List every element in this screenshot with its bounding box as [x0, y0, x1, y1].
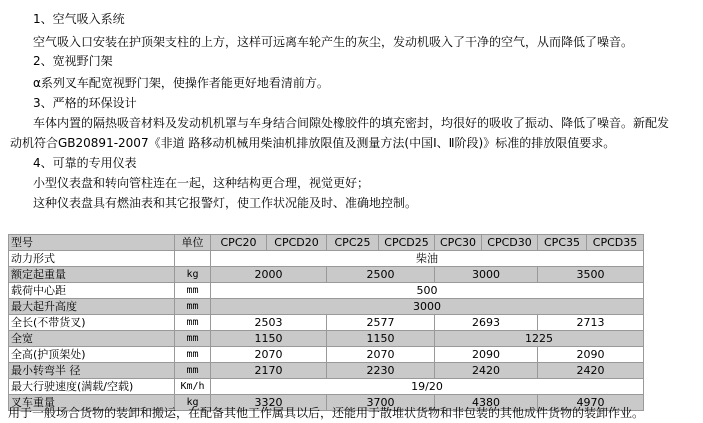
row-value: 3500 [538, 267, 644, 283]
row-unit: mm [175, 283, 211, 299]
row-value: 3320 [211, 395, 327, 411]
spec-table [8, 234, 644, 411]
row-value: 柴油 [211, 251, 644, 267]
table-row [9, 315, 644, 331]
header-unit-label: 单位 [175, 235, 211, 251]
row-label: 全高(护顶架处) [9, 347, 175, 363]
row-value: 500 [211, 283, 644, 299]
row-value: 2090 [538, 347, 644, 363]
section-body-4a: 小型仪表盘和转向管柱连在一起，这种结构更合理，视觉更好； [33, 176, 370, 190]
row-value: 2090 [435, 347, 538, 363]
table-row [9, 299, 644, 315]
table-row [9, 267, 644, 283]
header-model: CPC20 [211, 235, 267, 251]
row-unit: mm [175, 363, 211, 379]
section-heading-2: 2、宽视野门架 [33, 54, 113, 68]
row-unit: mm [175, 299, 211, 315]
row-unit: kg [175, 267, 211, 283]
row-label: 最大起升高度 [9, 299, 175, 315]
section-body-3b: 动机符合GB20891-2007《非道 路移动机械用柴油机排放限值及测量方法(中国Ⅰ、Ⅱ阶段)》标准的排放限值要求。 [10, 136, 616, 150]
row-value: 2170 [211, 363, 327, 379]
header-model: CPCD25 [379, 235, 435, 251]
row-label: 最大行驶速度(满载/空载) [9, 379, 175, 395]
row-label: 全宽 [9, 331, 175, 347]
footer-note: 用于一般场合货物的装卸和搬运，在配备其他工作属具以后，还能用于散堆状货物和非包装的其他成件货物的装卸作业。 [8, 406, 645, 420]
header-model: CPCD35 [587, 235, 644, 251]
row-value: 2713 [538, 315, 644, 331]
row-value: 2230 [327, 363, 435, 379]
table-header-row [9, 235, 644, 251]
row-value: 3700 [327, 395, 435, 411]
row-value: 1150 [327, 331, 435, 347]
header-model: CPC30 [435, 235, 482, 251]
row-unit: mm [175, 315, 211, 331]
row-value: 1225 [435, 331, 644, 347]
row-value: 19/20 [211, 379, 644, 395]
row-value: 2070 [327, 347, 435, 363]
row-label: 全长(不带货叉) [9, 315, 175, 331]
row-value: 2500 [327, 267, 435, 283]
row-label: 最小转弯半 径 [9, 363, 175, 379]
row-value: 3000 [211, 299, 644, 315]
row-value: 2420 [435, 363, 538, 379]
row-label: 动力形式 [9, 251, 175, 267]
header-model: CPC25 [327, 235, 379, 251]
table-row [9, 363, 644, 379]
table-row [9, 331, 644, 347]
row-label: 额定起重量 [9, 267, 175, 283]
table-row [9, 379, 644, 395]
row-value: 1150 [211, 331, 327, 347]
table-row [9, 251, 644, 267]
row-value: 3000 [435, 267, 538, 283]
row-unit: mm [175, 331, 211, 347]
row-label: 载荷中心距 [9, 283, 175, 299]
table-row [9, 347, 644, 363]
row-value: 2693 [435, 315, 538, 331]
row-value: 4380 [435, 395, 538, 411]
row-label: 叉车重量 [9, 395, 175, 411]
row-unit: kg [175, 395, 211, 411]
header-model: CPCD30 [482, 235, 538, 251]
row-value: 2577 [327, 315, 435, 331]
row-unit: Km/h [175, 379, 211, 395]
row-unit: mm [175, 347, 211, 363]
row-value: 2070 [211, 347, 327, 363]
section-body-2: α系列叉车配宽视野门架，使操作者能更好地看清前方。 [33, 76, 329, 90]
section-body-3a: 车体内置的隔热吸音材料及发动机机罩与车身结合间隙处橡胶件的填充密封，均很好的吸收了振动、降低了噪音。新配发 [33, 116, 670, 130]
header-model: CPCD20 [267, 235, 327, 251]
row-value: 2503 [211, 315, 327, 331]
header-model-label: 型号 [9, 235, 175, 251]
row-value: 2000 [211, 267, 327, 283]
row-value: 2420 [538, 363, 644, 379]
section-body-4b: 这种仪表盘具有燃油表和其它报警灯，使工作状况能及时、准确地控制。 [33, 196, 418, 210]
table-row [9, 283, 644, 299]
section-heading-4: 4、可靠的专用仪表 [33, 156, 137, 170]
row-value: 4970 [538, 395, 644, 411]
section-heading-3: 3、严格的环保设计 [33, 96, 137, 110]
row-unit [175, 251, 211, 267]
header-model: CPC35 [538, 235, 587, 251]
section-body-1: 空气吸入口安装在护顶架支柱的上方，这样可远离车轮产生的灰尘，发动机吸入了干净的空气，从而降低了噪音。 [33, 35, 634, 49]
section-heading-1: 1、空气吸入系统 [33, 12, 125, 26]
